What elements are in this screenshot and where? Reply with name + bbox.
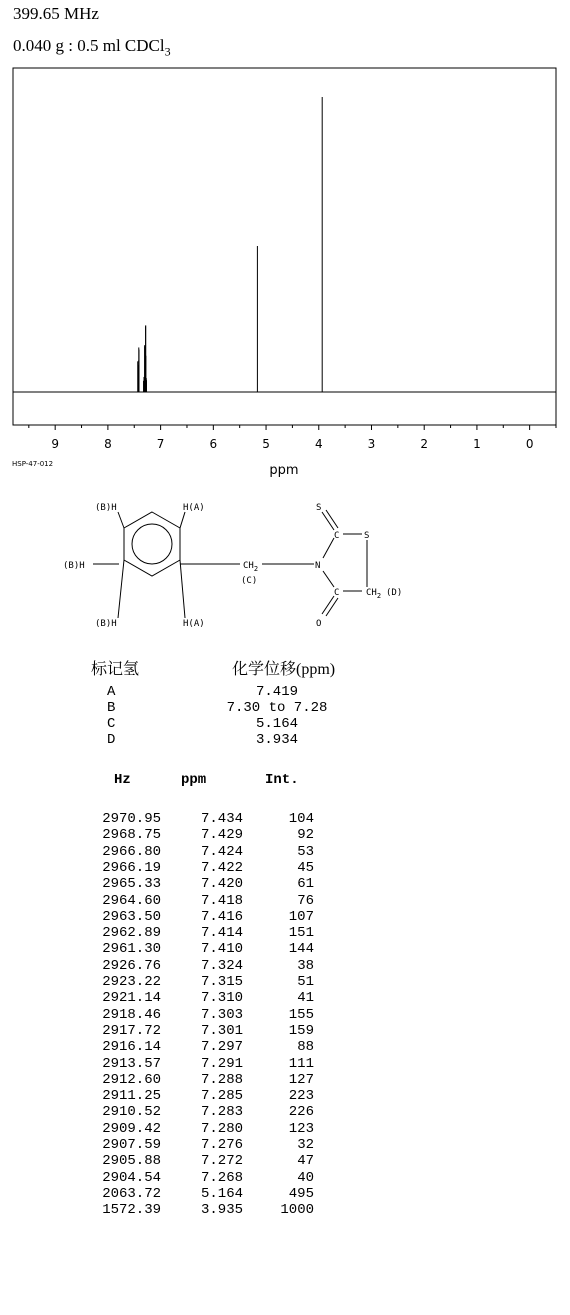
x-tick-label: 9: [51, 437, 59, 451]
peak-cell: 7.276: [200, 1137, 243, 1153]
peak-cell: 7.422: [200, 859, 243, 876]
x-tick-label: 8: [104, 437, 112, 451]
peak-cell: 38: [297, 957, 314, 974]
peak-cell: 7.414: [200, 925, 243, 942]
peak-cell: 2912.60: [102, 1071, 161, 1088]
label-s-ring: S: [364, 531, 370, 541]
peak-cell: 104: [288, 811, 314, 827]
bond-c-o-double-b: [326, 598, 338, 616]
bond-h-b-bot-a: [118, 560, 124, 618]
peak-col-ppm: ppm: [181, 772, 207, 788]
benzene-circle: [132, 524, 172, 564]
peak-cell: 123: [288, 1120, 314, 1137]
x-tick-label: 4: [314, 437, 323, 451]
label-h-a-bot: H(A): [183, 619, 205, 629]
peak-cell: 2063.72: [102, 1185, 161, 1202]
bond-c-o-double-a: [322, 596, 334, 614]
x-axis-label: ppm: [269, 463, 299, 478]
assignment-shift: 5.164: [255, 716, 298, 732]
peak-cell: 7.268: [200, 1169, 243, 1186]
peak-cell: 53: [297, 843, 314, 860]
peak-cell: 2918.46: [102, 1006, 161, 1023]
x-tick-label: 7: [156, 437, 165, 451]
peak-cell: 2926.76: [102, 957, 161, 974]
assignment-label: A: [107, 684, 116, 700]
label-c1: C: [334, 531, 340, 541]
peak-cell: 2968.75: [102, 827, 161, 844]
peak-cell: 47: [297, 1153, 314, 1170]
peak-cell: 92: [297, 827, 314, 844]
peak-cell: 2909.42: [102, 1120, 161, 1137]
x-tick-label: 5: [262, 437, 270, 451]
label-ch2: [243, 561, 258, 573]
x-tick-label: 3: [367, 437, 376, 451]
peak-cell: 155: [288, 1006, 314, 1023]
assignment-label: B: [107, 700, 116, 716]
peak-cell: 7.280: [200, 1120, 243, 1137]
spectrum-code: HSP-47-012: [12, 460, 54, 468]
bond-c-s-double-a: [322, 512, 334, 530]
bond-h-a-bot: [180, 560, 185, 618]
label-d: (D): [386, 588, 403, 598]
bond-n-c1: [323, 538, 334, 558]
x-tick-label: 2: [420, 437, 429, 451]
peak-cell: 40: [297, 1169, 314, 1186]
assignment-label: D: [107, 732, 116, 748]
assignment-col-shift: 化学位移(ppm): [232, 661, 336, 678]
bond-n-c2: [323, 571, 334, 587]
peak-cell: 2966.80: [102, 843, 161, 860]
label-s-top: S: [316, 503, 322, 513]
sample-subscript: 3: [164, 44, 171, 59]
peak-cell: 51: [297, 974, 314, 990]
assignment-shift: 7.419: [255, 684, 298, 700]
peak-cell: 7.310: [200, 990, 243, 1007]
assignment-label: C: [107, 716, 116, 732]
bond-h-a-top: [180, 512, 185, 528]
peak-cell: 7.288: [200, 1071, 243, 1088]
peak-cell: 2907.59: [102, 1137, 161, 1153]
peak-cell: 2923.22: [102, 974, 161, 990]
bond-c-s-double-b: [326, 510, 338, 528]
label-ch2d: [366, 588, 381, 600]
sample-text: 0.040 g : 0.5 ml CDCl: [13, 36, 165, 55]
peak-col-hz: Hz: [114, 772, 131, 788]
bond-h-b-top: [118, 512, 124, 528]
label-n: N: [315, 561, 321, 571]
peak-cell: 7.410: [200, 941, 243, 958]
peak-cell: 2913.57: [102, 1055, 161, 1072]
peak-cell: 2910.52: [102, 1104, 161, 1121]
peak-cell: 7.301: [200, 1022, 243, 1039]
peak-cell: 2966.19: [102, 859, 161, 876]
peak-cell: 2963.50: [102, 908, 161, 925]
peak-cell: 7.418: [200, 892, 243, 909]
assignment-shift: 3.934: [255, 732, 298, 748]
peak-cell: 7.272: [200, 1153, 243, 1170]
peak-cell: 2961.30: [102, 941, 161, 958]
peak-cell: 2917.72: [102, 1022, 161, 1039]
label-h-b-mid: (B)H: [63, 561, 85, 571]
peak-cell: 7.324: [200, 957, 243, 974]
peak-cell: 1572.39: [102, 1202, 161, 1219]
peak-cell: 2921.14: [102, 990, 161, 1007]
peak-cell: 7.303: [200, 1006, 243, 1023]
peak-col-int: Int.: [265, 772, 299, 788]
peak-cell: 2916.14: [102, 1039, 161, 1056]
peak-cell: 151: [288, 925, 314, 942]
label-ch2-sub: 2: [253, 565, 259, 573]
peak-cell: 45: [297, 859, 314, 876]
peak-cell: 2905.88: [102, 1153, 161, 1170]
label-h-a-top: H(A): [183, 503, 205, 513]
label-c2: C: [334, 588, 340, 598]
peak-cell: 7.283: [200, 1104, 243, 1121]
peak-cell: 88: [297, 1039, 314, 1056]
peak-cell: 2911.25: [102, 1088, 161, 1105]
peak-cell: 7.416: [200, 908, 243, 925]
peak-cell: 32: [297, 1137, 314, 1153]
x-tick-label: 1: [473, 437, 481, 451]
peak-cell: 159: [288, 1022, 314, 1039]
peak-cell: 7.420: [200, 876, 243, 893]
x-tick-label: 0: [525, 437, 534, 451]
peak-cell: 127: [288, 1071, 314, 1088]
label-o: O: [316, 619, 322, 629]
peak-cell: 7.285: [200, 1088, 243, 1105]
peak-cell: 5.164: [200, 1185, 243, 1202]
peak-cell: 7.434: [200, 811, 243, 827]
peak-cell: 2965.33: [102, 876, 161, 893]
peak-cell: 111: [288, 1055, 314, 1072]
molecular-structure: [0, 0, 570, 640]
peak-cell: 495: [288, 1185, 314, 1202]
peak-cell: 2970.95: [102, 811, 161, 827]
label-ch2d-text: CH: [366, 588, 377, 598]
label-ch2d-sub: 2: [376, 592, 382, 600]
peak-cell: 3.935: [200, 1202, 243, 1219]
peak-cell: 2964.60: [102, 892, 161, 909]
peak-cell: 2904.54: [102, 1169, 161, 1186]
assignment-col-label: 标记氢: [91, 661, 140, 678]
label-c: (C): [241, 576, 258, 586]
peak-cell: 7.315: [200, 974, 243, 990]
peak-cell: 76: [297, 892, 314, 909]
x-tick-label: 6: [209, 437, 218, 451]
peak-cell: 226: [288, 1104, 314, 1121]
peak-cell: 223: [288, 1088, 314, 1105]
peak-cell: 7.297: [200, 1039, 243, 1056]
peak-cell: 61: [297, 876, 314, 893]
label-h-b-top: (B)H: [95, 503, 117, 513]
assignment-shift: 7.30 to 7.28: [226, 700, 328, 716]
label-ch2-text: CH: [243, 561, 254, 571]
peak-cell: 7.291: [200, 1055, 243, 1072]
peak-cell: 144: [288, 941, 314, 958]
spectrometer-frequency: 399.65 MHz: [13, 4, 99, 23]
peak-cell: 7.424: [200, 843, 243, 860]
peak-cell: 107: [288, 908, 314, 925]
peak-cell: 41: [297, 990, 314, 1007]
peak-cell: 7.429: [200, 827, 243, 844]
peak-cell: 1000: [280, 1202, 314, 1219]
peak-cell: 2962.89: [102, 925, 161, 942]
label-h-b-bot: (B)H: [95, 619, 117, 629]
